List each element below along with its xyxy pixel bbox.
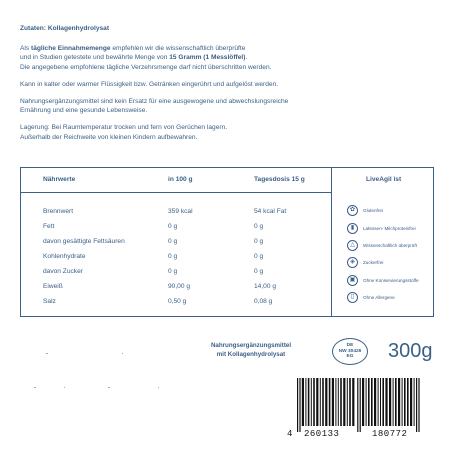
jar-icon: ▣	[347, 275, 358, 286]
header-divider	[21, 192, 331, 193]
barcode-bar	[308, 378, 310, 426]
barcode-bar	[347, 378, 348, 426]
barcode-bar	[311, 378, 312, 426]
barcode-bar	[389, 378, 391, 426]
barcode-left-digits: 260133	[304, 429, 340, 439]
print-speck	[34, 387, 36, 388]
print-speck	[64, 387, 65, 388]
wheat-icon: ✿	[347, 205, 358, 216]
header-per-100g: in 100 g	[168, 176, 193, 183]
barcode-bar	[410, 378, 412, 426]
badge-sugar-free: ◈ Zuckerfrei	[347, 256, 383, 268]
supplement-paragraph: Nahrungsergänzungsmittel sind kein Ersatz für eine ausgewogene und abwechslungsreiche Ernährung und eine gesunde Lebensweise.	[20, 98, 289, 115]
badges-title: LiveAgil ist	[366, 176, 402, 183]
badge-science: △ Wissenschaftlich überprüft	[347, 239, 417, 251]
barcode-bar	[325, 378, 327, 426]
barcode-bar	[380, 378, 381, 426]
column-divider	[331, 168, 332, 316]
nutrition-panel	[20, 167, 434, 317]
print-speck	[108, 387, 110, 388]
barcode-bar	[371, 378, 373, 426]
intro-text	[20, 24, 440, 150]
barcode-bar	[302, 378, 304, 426]
table-row: davon Zucker 0 g 0 g	[43, 268, 264, 275]
barcode-bar	[398, 378, 400, 426]
barcode-bar	[418, 378, 419, 432]
barcode-bar	[340, 378, 342, 426]
table-row: Fett 0 g 0 g	[43, 223, 264, 230]
print-speck	[46, 353, 48, 354]
badge-lactose-free: ▮ Laktosen- Milchproteinfrei	[347, 222, 416, 234]
header-naehrwerte: Nährwerte	[43, 176, 76, 183]
barcode-right-digits: 180772	[372, 429, 408, 439]
sugar-icon: ◈	[347, 257, 358, 268]
barcode-bar	[357, 378, 358, 432]
mix-paragraph: Kann in kalter oder warmer Flüssigkeit bzw. Getränken eingerührt und aufgelöst werden.	[20, 80, 279, 88]
header-daily-dose: Tagesdosis 15 g	[254, 176, 305, 183]
table-row: Kohlenhydrate 0 g 0 g	[43, 253, 264, 260]
badge-gluten-free: ✿ Glutenfrei	[347, 204, 383, 216]
barcode-bar	[407, 378, 409, 426]
bottle-icon: ▯	[347, 292, 358, 303]
dosage-paragraph: Als tägliche Einnahmemenge empfehlen wir die wissenschaftlich überprüfte und in Studien getestete und bewährte Menge von 15 Gramm (1 Messlöffel). Die angegebene empfohlene tägliche Verzehrsmenge darf nicht überschritten werden.	[20, 45, 272, 71]
table-row: davon gesättigte Fettsäuren 0 g 0 g	[43, 238, 264, 245]
table-row: Eiweiß 90,00 g 14,00 g	[43, 283, 276, 290]
barcode-bar	[368, 378, 370, 426]
flask-icon: △	[347, 240, 358, 251]
barcode-bar	[382, 378, 384, 426]
barcode-bar	[299, 378, 300, 432]
barcode	[287, 378, 435, 440]
barcode-bar	[374, 378, 376, 426]
storage-paragraph: Lagerung: Bei Raumtemperatur trocken und fern von Gerüchen lagern. Außerhalb der Reichweite von kleinen Kindern aufbewahren.	[20, 124, 228, 141]
barcode-bar	[360, 378, 361, 432]
barcode-first-digit: 4	[287, 429, 293, 439]
barcode-bar	[349, 378, 351, 426]
barcode-bar	[335, 378, 336, 426]
barcode-bar	[414, 378, 415, 426]
barcode-bar	[338, 378, 339, 426]
badge-no-preservatives: ▣ Ohne Konservierungsstoffe	[347, 274, 419, 286]
barcode-bar	[332, 378, 334, 426]
barcode-bar	[402, 378, 403, 426]
barcode-bar	[313, 378, 315, 426]
barcode-bar	[305, 378, 306, 426]
barcode-bar	[320, 378, 321, 426]
control-mark: DE NW 30426 EG	[332, 338, 368, 365]
product-name: Nahrungsergänzungsmittel mit Kollagenhydrolysat	[210, 342, 292, 358]
barcode-bar	[322, 378, 324, 426]
barcode-bar	[352, 378, 354, 426]
barcode-bar	[329, 378, 331, 426]
barcode-bar	[362, 378, 364, 426]
barcode-bar	[343, 378, 345, 426]
barcode-bar	[378, 378, 379, 426]
barcode-bar	[416, 378, 417, 432]
print-speck	[122, 353, 123, 354]
barcode-bar	[366, 378, 367, 426]
barcode-bar	[385, 378, 387, 426]
barcode-bar	[395, 378, 397, 426]
badge-no-allergens: ▯ Ohne Allergene	[347, 291, 395, 303]
barcode-bar	[393, 378, 394, 426]
barcode-bar	[316, 378, 318, 426]
milk-icon: ▮	[347, 223, 358, 234]
net-weight: 300g	[388, 340, 433, 362]
barcode-bar	[297, 378, 298, 432]
ingredients-title: Zutaten: Kollagenhydrolysat	[20, 25, 110, 32]
barcode-bar	[404, 378, 406, 426]
table-row: Brennwert 359 kcal 54 kcal Fat	[43, 208, 287, 215]
print-speck	[158, 387, 159, 388]
table-row: Salz 0,50 g 0,08 g	[43, 298, 273, 305]
